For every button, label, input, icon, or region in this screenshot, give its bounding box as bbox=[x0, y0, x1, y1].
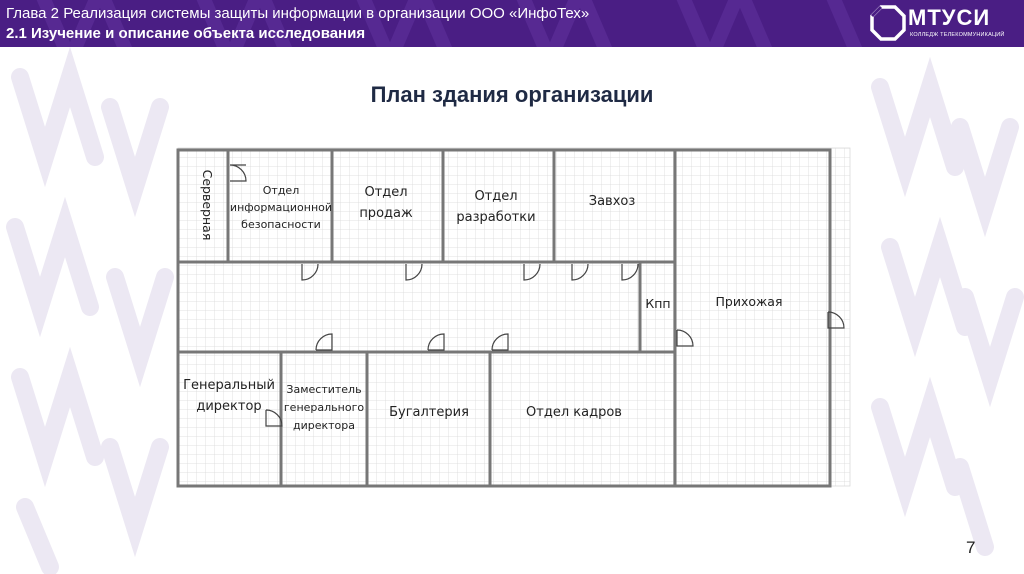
chapter-title: Глава 2 Реализация системы защиты информации в организации ООО «ИнфоТех» bbox=[6, 5, 590, 22]
label-hr: Отдел кадров bbox=[526, 405, 622, 420]
label-infosec-2: информационной bbox=[229, 201, 333, 214]
label-dev-1: Отдел bbox=[474, 189, 518, 204]
label-deputy-3: директора bbox=[292, 419, 356, 432]
label-deputy-1: Заместитель bbox=[286, 383, 362, 396]
label-accounting: Бугалтерия bbox=[389, 405, 469, 420]
label-ceo-2: директор bbox=[196, 399, 262, 414]
section-title: 2.1 Изучение и описание объекта исследования bbox=[6, 25, 366, 42]
logo-tagline: КОЛЛЕДЖ ТЕЛЕКОММУНИКАЦИЙ bbox=[910, 32, 1005, 38]
page-number: 7 bbox=[966, 538, 976, 557]
label-ceo-1: Генеральный bbox=[183, 378, 275, 393]
label-hall: Прихожая bbox=[715, 294, 783, 309]
logo-name: МТУСИ bbox=[908, 5, 991, 30]
label-deputy-2: генерального bbox=[283, 401, 365, 414]
label-infosec-1: Отдел bbox=[262, 184, 300, 197]
label-sales-1: Отдел bbox=[364, 185, 408, 200]
label-checkpoint: Кпп bbox=[645, 296, 671, 311]
label-server: Серверная bbox=[200, 169, 215, 241]
label-infosec-3: безопасности bbox=[241, 218, 321, 231]
slide-title: План здания организации bbox=[370, 82, 654, 107]
label-supply: Завхоз bbox=[588, 194, 636, 209]
label-dev-2: разработки bbox=[456, 210, 536, 225]
label-sales-2: продаж bbox=[359, 206, 413, 221]
